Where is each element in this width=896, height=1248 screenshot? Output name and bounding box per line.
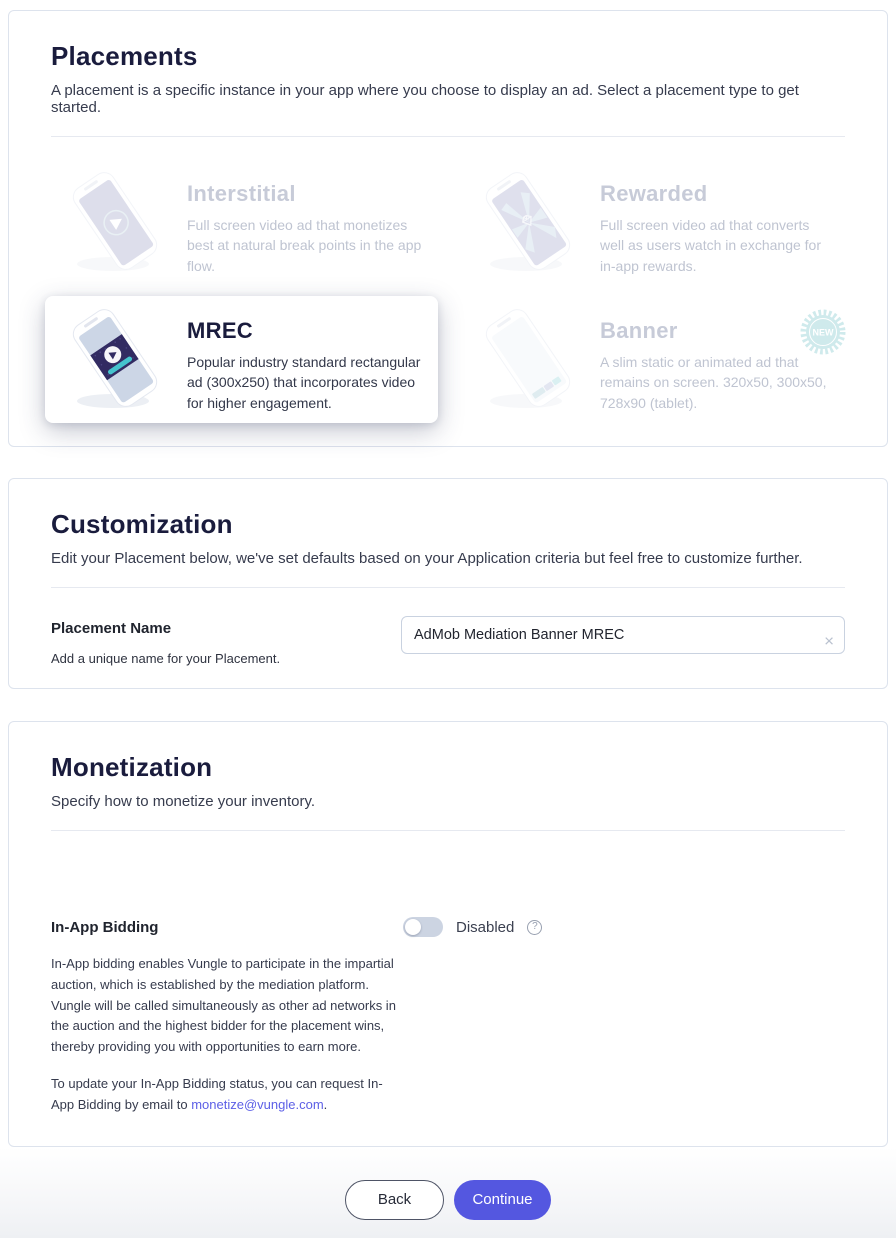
rewarded-description: Full screen video ad that converts well as users watch in exchange for in-app rewards. bbox=[600, 217, 821, 274]
placement-name-label: Placement Name bbox=[51, 620, 172, 637]
placements-description: A placement is a specific instance in your app where you choose to display an ad. Select a placement type to get started. bbox=[51, 82, 799, 116]
in-app-bidding-update-note: To update your In-App Bidding status, you can request In-App Bidding by email to monetize@vungle.com. bbox=[51, 1075, 383, 1112]
new-badge-label: NEW bbox=[812, 327, 834, 338]
new-badge bbox=[799, 308, 847, 361]
footer-actions bbox=[0, 1147, 896, 1238]
placement-option-interstitial[interactable] bbox=[45, 159, 438, 286]
interstitial-title: Interstitial bbox=[187, 181, 296, 206]
clear-input-icon[interactable]: × bbox=[824, 631, 834, 651]
toggle-knob bbox=[405, 919, 421, 935]
in-app-bidding-description: In-App bidding enables Vungle to participate in the impartial auction, which is established by the mediation platform. Vungle will be called simultaneously as other ad networks in the auction and the highest bidder for the placement wins, thereby providing you with opportunities to earn more. bbox=[51, 956, 396, 1055]
placement-type-grid bbox=[9, 137, 887, 423]
monetization-title: Monetization bbox=[51, 752, 213, 782]
monetization-card bbox=[8, 721, 888, 1147]
mrec-description: Popular industry standard rectangular ad (300x250) that incorporates video for higher engagement. bbox=[187, 354, 421, 411]
in-app-bidding-status: Disabled bbox=[456, 918, 515, 936]
placement-option-rewarded[interactable] bbox=[458, 159, 851, 286]
placement-name-row bbox=[9, 588, 887, 666]
in-app-bidding-toggle[interactable] bbox=[403, 917, 443, 937]
monetization-description: Specify how to monetize your inventory. bbox=[51, 793, 316, 810]
placements-card bbox=[8, 10, 888, 447]
monetize-email-link[interactable]: monetize@vungle.com bbox=[191, 1096, 324, 1112]
back-button[interactable]: Back bbox=[345, 1180, 444, 1220]
mrec-phone-icon bbox=[55, 304, 177, 414]
banner-description: A slim static or animated ad that remains on screen. 320x50, 300x50, 728x90 (tablet). bbox=[600, 354, 827, 411]
interstitial-description: Full screen video ad that monetizes best at natural break points in the app flow. bbox=[187, 217, 422, 274]
continue-button[interactable]: Continue bbox=[454, 1180, 551, 1220]
rewarded-title: Rewarded bbox=[600, 181, 708, 206]
customization-card bbox=[8, 478, 888, 689]
interstitial-phone-icon bbox=[55, 167, 177, 277]
mrec-title: MREC bbox=[187, 318, 253, 343]
placements-title: Placements bbox=[51, 41, 198, 71]
rewarded-phone-icon bbox=[468, 167, 590, 277]
placement-option-mrec[interactable] bbox=[45, 296, 438, 423]
in-app-bidding-label: In-App Bidding bbox=[51, 919, 159, 936]
customization-description: Edit your Placement below, we've set defaults based on your Application criteria but feel free to customize further. bbox=[51, 550, 803, 567]
placement-option-banner[interactable] bbox=[458, 296, 851, 423]
customization-title: Customization bbox=[51, 509, 233, 539]
placement-name-help: Add a unique name for your Placement. bbox=[51, 651, 281, 666]
help-icon[interactable]: ? bbox=[527, 920, 542, 935]
banner-phone-icon bbox=[468, 304, 590, 414]
banner-title: Banner bbox=[600, 318, 678, 343]
in-app-bidding-row bbox=[9, 831, 887, 1116]
placement-name-input[interactable] bbox=[401, 616, 845, 654]
